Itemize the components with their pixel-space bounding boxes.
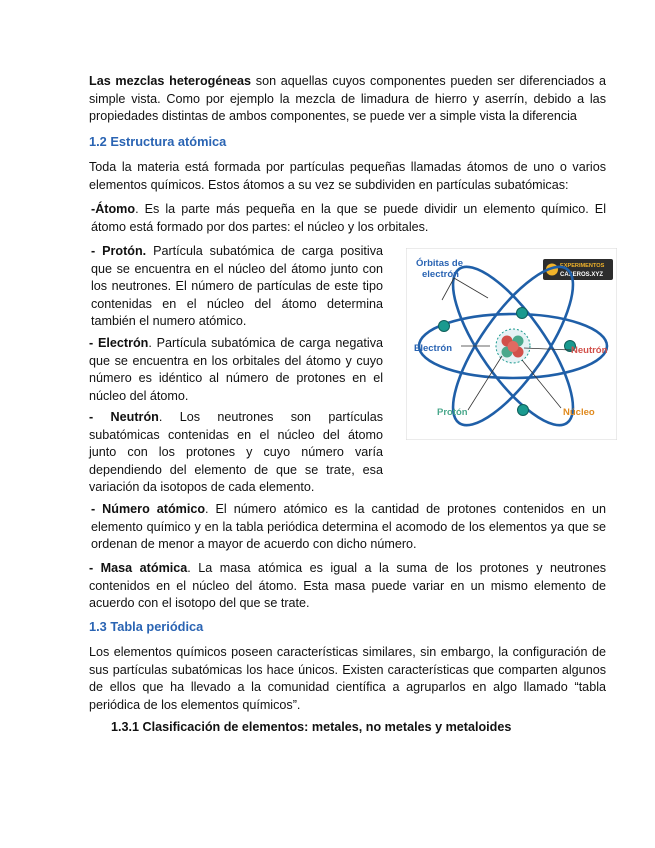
electron-text: . Partícula subatómica de carga negativa que se encuentra en los orbitales del átomo y cuyo número es idéntico al número de protones en el núcleo del átomo. xyxy=(89,336,383,403)
section-1-3-paragraph: Los elementos químicos poseen características similares, sin embargo, la configuración de sus partículas subatómicas los hace únicos. Existen características que comparten algunos de ellos que ha llevado a la comunidad científica a agruparlos en algo llamado “tabla periódica de los elementos químicos”. xyxy=(89,645,606,712)
logo-line2: CASEROS.XYZ xyxy=(560,272,604,278)
label-orbitas-line2: electrón xyxy=(422,269,459,280)
atomo-bold: -Átomo xyxy=(91,202,136,216)
electron-particle xyxy=(517,308,528,319)
atomo-paragraph xyxy=(91,201,606,236)
electron-particle xyxy=(439,321,450,332)
masa-atomica-paragraph xyxy=(89,560,606,613)
masa-atomica-text: . La masa atómica es igual a la suma de los protones y neutrones contenidos en el núcleo del átomo. Esta masa puede variar en un mismo elemento de acuerdo con el isotopo del que se trate. xyxy=(89,561,606,611)
label-electron: Electrón xyxy=(414,343,453,354)
subsection-1-3-1-title: 1.3.1 Clasificación de elementos: metales, no metales y metaloides xyxy=(111,720,512,734)
masa-atomica-bold: - Masa atómica xyxy=(89,561,188,575)
logo-line1: EXPERIMENTOS xyxy=(560,263,605,269)
label-orbitas-line1: Órbitas de xyxy=(416,258,463,269)
electron-particle xyxy=(518,405,529,416)
numero-atomico-paragraph xyxy=(91,501,606,554)
atom-diagram xyxy=(406,248,617,440)
neutron-text: . Los neutrones son partículas subatómicas contenidas en el núcleo del átomo junto con los protones y cuyo número varía dependiendo del elemento de que se trate, esa variación da isotopos de cada elemento. xyxy=(89,410,383,495)
section-1-2-paragraph: Toda la materia está formada por partículas pequeñas llamadas átomos de uno o varios elementos químicos. Estos átomos a su vez se subdividen en partículas subatómicas: xyxy=(89,160,606,192)
electron-paragraph xyxy=(89,335,383,405)
section-1-3-title: 1.3 Tabla periódica xyxy=(89,619,204,634)
neutron-bold: - Neutrón xyxy=(89,410,159,424)
label-neutron: Neutrón xyxy=(571,345,608,356)
proton-text: Partícula subatómica de carga positiva que se encuentra en el núcleo del átomo junto con los neutrones. El número de partículas de este tipo contenidas en el núcleo del átomo determina también el numero atómico. xyxy=(91,244,383,329)
nucleus-neutron-particle xyxy=(508,341,519,352)
label-nucleo: Núcleo xyxy=(563,407,595,418)
electron-bold: - Electrón xyxy=(89,336,149,350)
neutron-paragraph xyxy=(89,409,383,497)
proton-paragraph xyxy=(91,243,383,331)
logo-badge xyxy=(543,259,613,280)
intro-text: son aquellas cuyos componentes pueden ser diferenciados a simple vista. Como por ejemplo la mezcla de limadura de hierro y aserrín, debido a las propiedades distintas de ambos componentes, se puede ver a simple vista la diferencia xyxy=(89,74,606,124)
intro-bold: Las mezclas heterogéneas xyxy=(89,74,252,88)
proton-bold: - Protón. xyxy=(91,244,147,258)
numero-atomico-bold: - Número atómico xyxy=(91,502,206,516)
atom-diagram-svg xyxy=(406,248,617,440)
label-proton: Protón xyxy=(437,407,468,418)
intro-paragraph xyxy=(89,73,606,126)
atomo-text: . Es la parte más pequeña en la que se puede dividir un elemento químico. El átomo está formado por dos partes: el núcleo y los orbitales. xyxy=(91,202,606,234)
section-1-2-title: 1.2 Estructura atómica xyxy=(89,134,227,149)
numero-atomico-text: . El número atómico es la cantidad de protones contenidos en un elemento químico y en la tabla periódica determina el acomodo de los elementos ya que se ordenan de menor a mayor de acuerdo con dicho número. xyxy=(91,502,606,552)
